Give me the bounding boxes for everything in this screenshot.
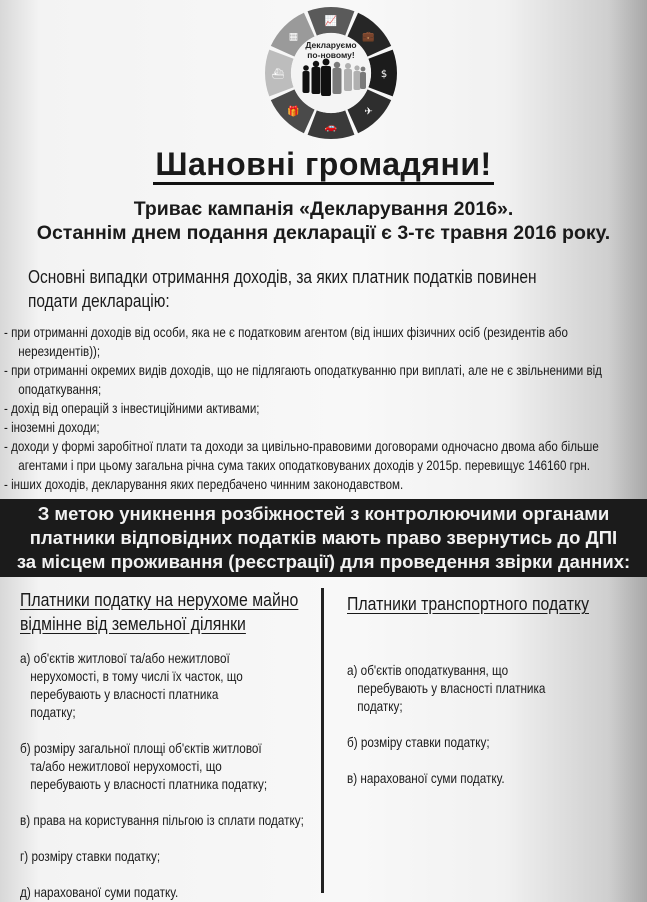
- property-tax-item: д) нарахованої суми податку.: [20, 885, 179, 900]
- transport-tax-item: в) нарахованої суми податку.: [347, 771, 505, 786]
- income-case-item: - дохід від операцій з інвестиційними активами;: [4, 401, 260, 416]
- banner-line-1: З метою уникнення розбіжностей з контролюючими органами: [37, 503, 610, 524]
- subtitle-line-2: Останнім днем подання декларації є 3-тє травня 2016 року.: [36, 222, 611, 244]
- buildings-icon: ▦: [288, 31, 299, 43]
- property-tax-item: г) розміру ставки податку;: [20, 849, 161, 864]
- income-case-item: - інших доходів, декларування яких передбачено чинним законодавством.: [4, 477, 404, 492]
- car-icon: 🚗: [324, 122, 338, 133]
- banner-line-2: платники відповідних податків мають право звернутись до ДПІ: [29, 527, 618, 548]
- banner-line-3: за місцем проживання (реєстрації) для проведення звірки данних:: [16, 551, 631, 572]
- reconciliation-banner: [0, 499, 647, 577]
- chart-growth-icon: 📈: [324, 16, 338, 27]
- ship-icon: ⛴: [271, 69, 285, 80]
- intro-line-2: подати декларацію:: [28, 291, 170, 311]
- property-tax-column: [20, 588, 320, 902]
- transport-tax-column: [347, 592, 637, 788]
- cases-intro: [28, 265, 596, 313]
- property-tax-heading-line-2: відмінне від земельної ділянки: [20, 614, 246, 634]
- property-tax-item: в) права на користування пільгою із сплати податку;: [20, 813, 304, 828]
- transport-tax-items: [347, 662, 647, 788]
- income-case-item: - іноземні доходи;: [4, 420, 100, 435]
- transport-tax-heading: Платники транспортного податку: [347, 594, 589, 614]
- gift-icon: 🎁: [287, 106, 300, 118]
- property-tax-heading: [20, 588, 319, 636]
- campaign-logo: [264, 6, 398, 140]
- property-tax-heading-line-1: Платники податку на нерухоме майно: [20, 590, 299, 610]
- money-bag-icon: $: [380, 69, 388, 80]
- page-title-text: Шановні громадяни!: [153, 146, 493, 185]
- income-case-item: - при отриманні доходів від особи, яка не є податковим агентом (від інших фізичних осіб (резидентів або нерезидентів));: [4, 325, 568, 359]
- logo-caption-line1: Декларуємо: [305, 40, 357, 50]
- page-title: [0, 145, 647, 183]
- transport-tax-item: б) розміру ставки податку;: [347, 735, 490, 750]
- property-tax-item: а) об'єктів житлової та/або нежитлової нерухомості, в тому числі їх часток, що перебувають у власності платника податку;: [20, 651, 243, 720]
- income-cases-list: [4, 323, 642, 494]
- income-case-item: - доходи у формі заробітної плати та доходи за цивільно-правовими договорами одночасно двома або більше агентами і при цьому загальна річна сума таких оподатковуваних доходів у 2015р. перевищує 146160 грн.: [4, 439, 599, 473]
- logo-caption-line2: по-новому!: [307, 50, 355, 60]
- campaign-subtitle: [0, 197, 647, 245]
- intro-line-1: Основні випадки отримання доходів, за яких платник податків повинен: [28, 267, 537, 287]
- airplane-icon: ✈: [364, 106, 373, 118]
- briefcase-icon: 💼: [362, 31, 375, 43]
- income-case-item: - при отриманні окремих видів доходів, що не підлягають оподаткуванню при виплаті, але не є звільненими від оподаткування;: [4, 363, 602, 397]
- transport-tax-item: а) об'єктів оподаткування, що перебувають у власності платника податку;: [347, 663, 546, 714]
- property-tax-items: [20, 650, 335, 902]
- property-tax-item: б) розміру загальної площі об'єктів житлової та/або нежитлової нерухомості, що перебувають у власності платника податку;: [20, 741, 268, 792]
- subtitle-line-1: Триває кампанія «Декларування 2016».: [133, 198, 514, 220]
